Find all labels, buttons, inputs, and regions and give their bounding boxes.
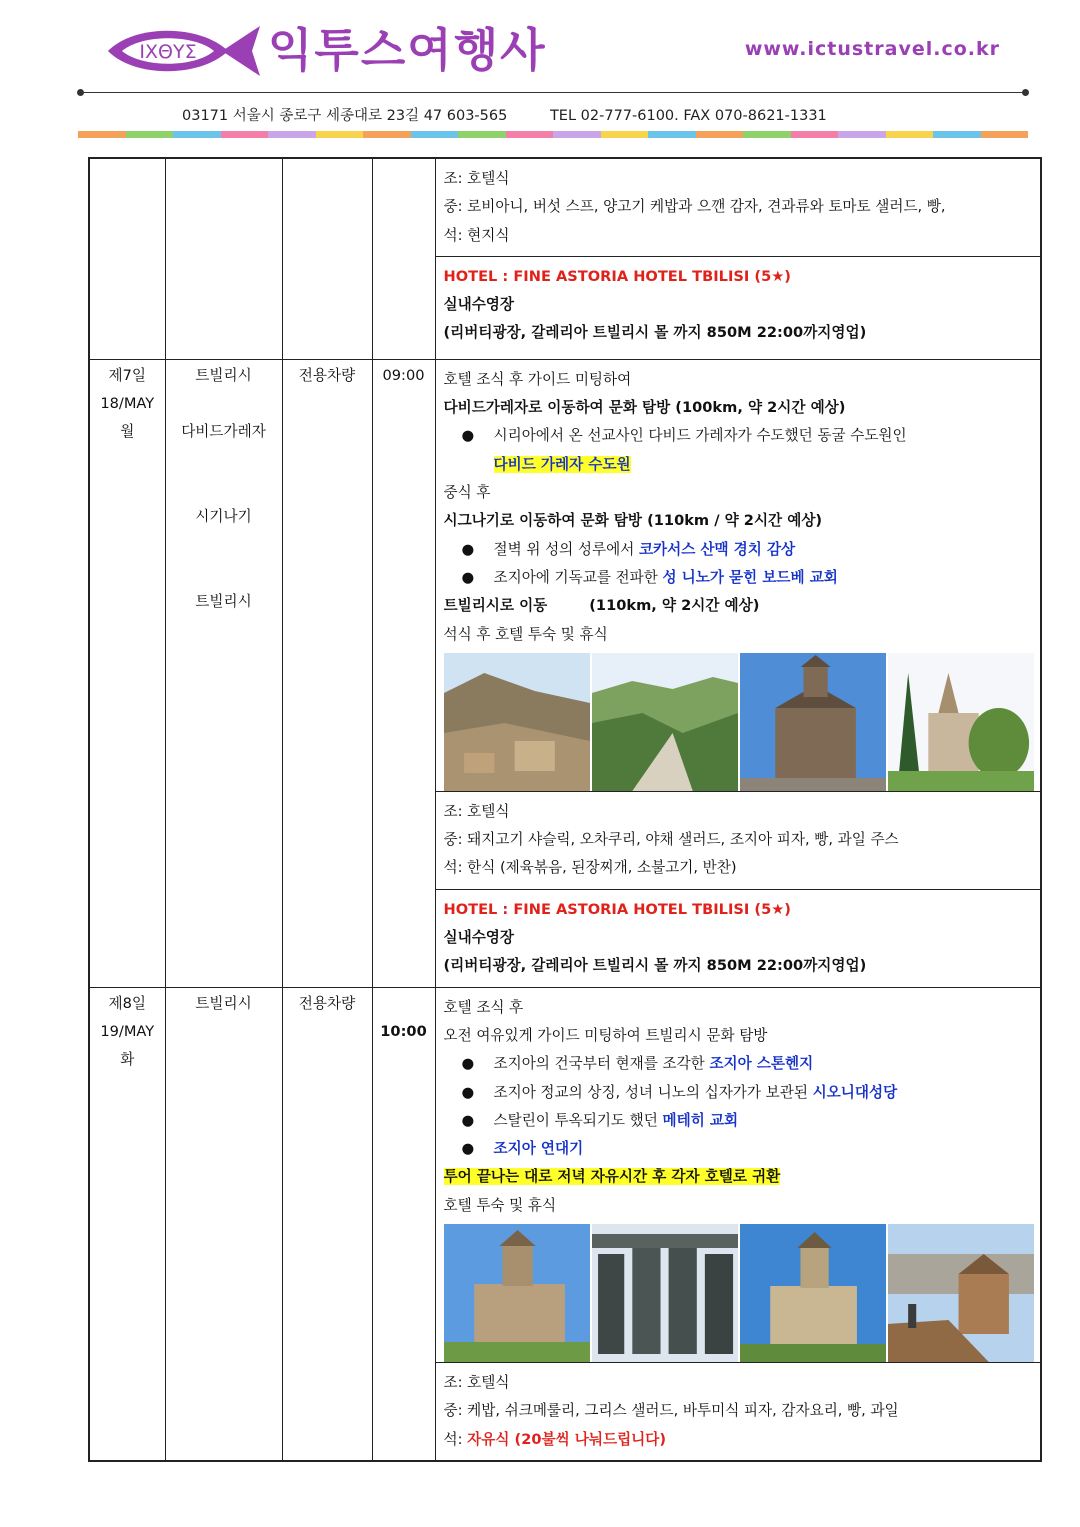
bullet-text: 절벽 위 성의 성루에서	[493, 540, 635, 558]
meal-lunch: 중: 케밥, 쉬크메룰리, 그리스 샐러드, 바투미식 피자, 감자요리, 빵, 과일	[443, 1402, 899, 1420]
bullet-item: ● 시리아에서 온 선교사인 다비드 가레자가 수도했던 동굴 수도원인	[461, 427, 907, 445]
address-text: 03171 서울시 종로구 세종대로 23길 47 603-565	[182, 108, 508, 124]
highlight-text: 성 니노가 묻힌 보드베 교회	[662, 568, 838, 586]
contact-text: TEL 02-777-6100. FAX 070-8621-1331	[549, 108, 827, 124]
table-row	[89, 987, 1041, 1362]
divider-dot-right	[1022, 89, 1029, 96]
meal-breakfast: 조: 호텔식	[443, 1374, 510, 1392]
city-name: 트빌리시	[195, 593, 252, 611]
meals-cell	[435, 1363, 1041, 1461]
highlight-text: 시오니대성당	[812, 1083, 898, 1101]
schedule-cell	[435, 359, 1041, 791]
day-cell	[89, 987, 165, 1461]
highlight-text: 조지아 연대기	[493, 1140, 584, 1158]
website-link[interactable]: www.ictustravel.co.kr	[744, 38, 1000, 60]
caucasus-valley-photo	[592, 653, 738, 791]
bullet-item: ● 절벽 위 성의 성루에서 코카서스 산맥 경치 감상	[461, 540, 796, 558]
meal-lunch: 중: 돼지고기 샤슬릭, 오차쿠리, 야채 샐러드, 조지아 피자, 빵, 과일 주스	[443, 831, 899, 849]
hotel-note: (리버티광장, 갈레리아 트빌리시 몰 까지 850M 22:00까지영업)	[443, 324, 867, 342]
day-date: 19/MAY	[100, 1022, 155, 1040]
city-cell	[165, 359, 282, 987]
fish-logo-icon	[104, 22, 264, 80]
bullet-item: ● 조지아의 건국부터 현재를 조각한 조지아 스톤헨지	[461, 1055, 814, 1073]
highlight-text: 코카서스 산맥 경치 감상	[638, 540, 796, 558]
day-number: 제8일	[108, 994, 146, 1012]
meals-cell	[435, 158, 1041, 256]
hotel-cell	[435, 889, 1041, 987]
day-weekday: 화	[120, 1051, 135, 1069]
meals-cell	[435, 791, 1041, 889]
time-cell	[372, 987, 435, 1461]
letterhead	[0, 0, 1080, 150]
highlight-text: 투어 끝나는 대로 저녁 자유시간 후 각자 호텔로 귀환	[443, 1168, 781, 1186]
hotel-name: HOTEL : FINE ASTORIA HOTEL TBILISI (5★)	[443, 900, 791, 918]
meal-highlight: 자유식 (20불씩 나눠드립니다)	[467, 1430, 667, 1448]
church-photo	[444, 1224, 590, 1362]
schedule-line: 시그나기로 이동하여 문화 탐방 (110km / 약 2시간 예상)	[443, 512, 823, 530]
church-photo	[740, 653, 886, 791]
schedule-line: 호텔 조식 후	[443, 998, 524, 1016]
header-divider	[80, 92, 1028, 93]
hotel-name: HOTEL : FINE ASTORIA HOTEL TBILISI (5★)	[443, 267, 791, 285]
transport-type: 전용차량	[298, 366, 356, 384]
itinerary-table	[88, 157, 1042, 1462]
hotel-cell	[435, 256, 1041, 359]
david-gareja-photo	[444, 653, 590, 791]
start-time: 09:00	[382, 366, 425, 384]
hotel-pool: 실내수영장	[443, 929, 514, 947]
bullet-text: 조지아에 기독교를 전파한	[493, 568, 658, 586]
schedule-line: 호텔 조식 후 가이드 미팅하여	[443, 370, 632, 388]
bullet-text: 시리아에서 온 선교사인 다비드 가레자가 수도했던 동굴 수도원인	[493, 427, 907, 445]
schedule-line: 다비드가레자로 이동하여 문화 탐방 (100km, 약 2시간 예상)	[443, 399, 846, 417]
company-name: 익투스여행사	[268, 23, 547, 77]
day-cell	[89, 158, 165, 359]
meal-label: 석:	[443, 1430, 463, 1448]
bodbe-monastery-photo	[888, 653, 1034, 791]
schedule-line: 석식 후 호텔 투숙 및 휴식	[443, 625, 608, 643]
meal-lunch: 중: 로비아니, 버섯 스프, 양고기 케밥과 으깬 감자, 견과류와 토마토 샐러드, 빵,	[443, 198, 946, 216]
start-time: 10:00	[380, 1022, 427, 1040]
highlight-text: 조지아 스톤헨지	[709, 1055, 814, 1073]
photo-strip	[444, 1224, 1035, 1362]
schedule-line	[444, 592, 1035, 620]
transport-type: 전용차량	[298, 994, 356, 1012]
schedule-cell	[435, 987, 1041, 1362]
bullet-text: 조지아의 건국부터 현재를 조각한	[493, 1055, 705, 1073]
time-cell	[372, 359, 435, 987]
sioni-cathedral-photo	[740, 1224, 886, 1362]
table-row	[89, 359, 1041, 791]
schedule-text: (110km, 약 2시간 예상)	[589, 597, 760, 615]
city-cell	[165, 158, 282, 359]
transport-cell	[282, 987, 372, 1461]
color-stripe	[78, 131, 1028, 138]
schedule-line: 중식 후	[443, 484, 491, 502]
city-name: 트빌리시	[195, 994, 252, 1012]
schedule-text: 트빌리시로 이동	[443, 597, 548, 615]
bullet-item: ● 스탈린이 투옥되기도 했던 메테히 교회	[461, 1111, 739, 1129]
meal-dinner: 석: 현지식	[443, 226, 510, 244]
bullet-text: 조지아 정교의 상징, 성녀 니노의 십자가가 보관된	[493, 1083, 808, 1101]
transport-cell	[282, 359, 372, 987]
meal-breakfast: 조: 호텔식	[443, 170, 510, 187]
hotel-pool: 실내수영장	[443, 296, 514, 314]
meal-breakfast: 조: 호텔식	[443, 802, 510, 820]
logo-text: IXΘYΣ	[139, 41, 197, 63]
city-name: 트빌리시	[195, 366, 252, 384]
meal-dinner: 석: 한식 (제육볶음, 된장찌개, 소불고기, 반찬)	[443, 859, 737, 877]
bullet-text: 스탈린이 투옥되기도 했던	[493, 1111, 658, 1129]
city-cell	[165, 987, 282, 1461]
bullet-item: ● 조지아 정교의 상징, 성녀 니노의 십자가가 보관된 시오니대성당	[461, 1083, 898, 1101]
company-address	[182, 104, 827, 125]
schedule-line	[444, 1163, 1035, 1191]
city-name: 다비드가레자	[181, 423, 266, 441]
metekhi-church-photo	[888, 1224, 1034, 1362]
bullet-item: ● 조지아에 기독교를 전파한 성 니노가 묻힌 보드베 교회	[461, 568, 838, 586]
day-number: 제7일	[108, 366, 146, 384]
schedule-line: 호텔 투숙 및 휴식	[443, 1196, 557, 1214]
city-name: 시기나기	[195, 508, 252, 526]
transport-cell	[282, 158, 372, 359]
divider-dot-left	[77, 89, 84, 96]
day-weekday: 월	[120, 423, 135, 441]
chronicle-of-georgia-photo	[592, 1224, 738, 1362]
meal-dinner	[444, 1426, 1035, 1454]
day-cell	[89, 359, 165, 987]
photo-strip	[444, 653, 1035, 791]
hotel-note: (리버티광장, 갈레리아 트빌리시 몰 까지 850M 22:00까지영업)	[443, 957, 867, 975]
highlight-text: 메테히 교회	[662, 1111, 739, 1129]
highlight-text: 다비드 가레자 수도원	[493, 455, 631, 473]
schedule-line: 오전 여유있게 가이드 미팅하여 트빌리시 문화 탐방	[443, 1026, 768, 1044]
bullet-item: ● 조지아 연대기	[461, 1140, 584, 1158]
bullet-item	[444, 451, 1035, 479]
day-date: 18/MAY	[100, 395, 155, 413]
table-row	[89, 158, 1041, 256]
time-cell	[372, 158, 435, 359]
